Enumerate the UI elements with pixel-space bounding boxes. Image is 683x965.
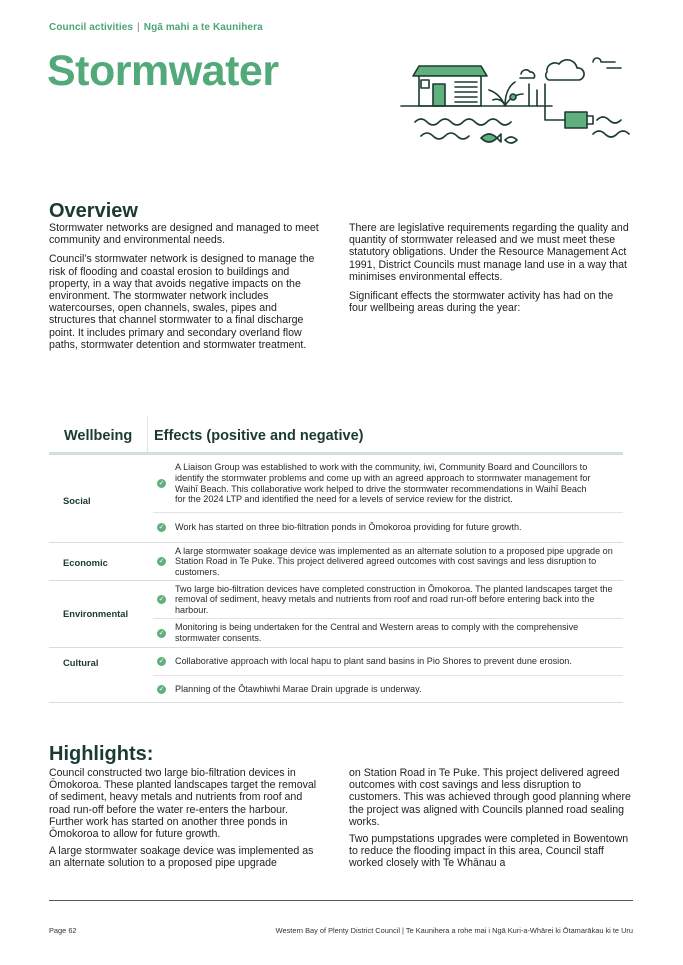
table-row bbox=[153, 543, 623, 580]
check-circle-icon: ✓ bbox=[158, 596, 165, 603]
footer-organisation: Western Bay of Plenty District Council | Te Kaunihera a rohe mai i Ngā Kuri-a-Whārei ki Ōtamarākau ki te Uru bbox=[275, 926, 633, 935]
column-header-effects: Effects (positive and negative) bbox=[154, 428, 364, 444]
overview-heading: Overview bbox=[49, 200, 138, 222]
check-circle-icon: ✓ bbox=[158, 658, 165, 665]
table-row bbox=[153, 648, 623, 675]
effect-text: A Liaison Group was established to work with the community, iwi, Community Board and Councillors to identify the stormwater problems and come up with an agreed approach to stormwater management for Waihī Beach. This collaborative work helped to drive the stormwater recommendations in Waihī Beach for the 2024 LTP and identified the need for a levels of service review for the district. bbox=[175, 462, 591, 505]
overview-paragraph: Council’s stormwater network is designed to manage the risk of flooding and coastal erosion to buildings and property, in a way that avoids negative impacts on the environment. The stormwater network includes watercourses, open channels, swales, pipes and structures that channel stormwater to a final discharge point. It includes primary and secondary overland flow paths, stormwater detention and stormwater treatment. bbox=[49, 253, 315, 351]
wellbeing-label: Social bbox=[63, 495, 91, 506]
effect-text: Work has started on three bio-filtration ponds in Ōmokoroa providing for future growth. bbox=[175, 522, 522, 533]
table-row bbox=[153, 581, 623, 618]
breadcrumb-section-en: Council activities bbox=[49, 22, 134, 33]
table-group-cultural bbox=[49, 647, 623, 703]
wellbeing-table bbox=[49, 416, 623, 703]
overview-paragraph: Significant effects the stormwater activity has had on the four wellbeing areas during the year: bbox=[349, 290, 614, 315]
wellbeing-label: Environmental bbox=[63, 608, 129, 619]
table-header bbox=[49, 416, 623, 452]
highlights-right-column bbox=[349, 767, 631, 870]
footer-divider bbox=[49, 900, 633, 901]
highlights-paragraph: on Station Road in Te Puke. This project delivered agreed outcomes with cost savings and less disruption to customers. This was achieved through good planning where the project was aligned with Councils planned road sealing works. bbox=[349, 767, 631, 828]
table-group-economic bbox=[49, 542, 623, 580]
page-title: Stormwater bbox=[47, 47, 279, 95]
check-circle-icon: ✓ bbox=[158, 480, 165, 487]
check-circle-icon: ✓ bbox=[158, 629, 165, 637]
effect-text: Monitoring is being undertaken for the Central and Western areas to comply with the comprehensive stormwater consents. bbox=[175, 622, 579, 643]
wellbeing-label: Cultural bbox=[63, 657, 99, 668]
overview-left-column bbox=[49, 222, 321, 351]
highlights-paragraph: Two pumpstations upgrades were completed in Bowentown to reduce the flooding impact in this area, Council staff worked closely with Te Whānau a bbox=[349, 833, 629, 870]
table-group-environmental bbox=[49, 580, 623, 647]
highlights-paragraph: Council constructed two large bio-filtration devices in Ōmokoroa. These planted landscapes target the removal of sediment, heavy metals and nutrients from roof and road run-off before the water re-enters the harbour. Further work has started on another three ponds in Ōmokoroa to allow for future growth. bbox=[49, 767, 317, 841]
highlights-heading: Highlights: bbox=[49, 743, 154, 765]
effect-text: A large stormwater soakage device was implemented as an alternate solution to a proposed pipe upgrade on Station Road in Te Puke. This project delivered agreed outcomes with cost savings and less disruption to customers. bbox=[175, 545, 613, 577]
overview-paragraph: There are legislative requirements regarding the quality and quantity of stormwater released and we must meet these statutory obligations. Under the Resource Management Act 1991, District Councils must manage land use in a way that minimises environmental effects. bbox=[349, 222, 629, 283]
table-group-social bbox=[49, 454, 623, 542]
check-circle-icon: ✓ bbox=[158, 524, 165, 531]
check-circle-icon: ✓ bbox=[158, 685, 165, 693]
highlights-left-column bbox=[49, 767, 324, 870]
wellbeing-label: Economic bbox=[63, 557, 108, 568]
column-header-wellbeing: Wellbeing bbox=[64, 428, 133, 444]
header-divider bbox=[147, 416, 148, 452]
stormwater-illustration bbox=[397, 56, 637, 152]
table-row bbox=[153, 618, 623, 647]
effect-text: Collaborative approach with local hapu to plant sand basins in Pio Shores to prevent dune erosion. bbox=[175, 656, 572, 667]
page-number: Page 62 bbox=[49, 926, 77, 935]
breadcrumb-separator: | bbox=[137, 22, 140, 33]
highlights-paragraph: A large stormwater soakage device was implemented as an alternate solution to a proposed pipe upgrade bbox=[49, 845, 314, 870]
table-row bbox=[153, 675, 623, 702]
breadcrumb-section-mi: Ngā mahi a te Kaunihera bbox=[143, 22, 263, 33]
table-row bbox=[153, 455, 623, 512]
overview-paragraph: Stormwater networks are designed and managed to meet community and environmental needs. bbox=[49, 222, 319, 247]
breadcrumb bbox=[49, 22, 263, 33]
table-row bbox=[153, 512, 623, 542]
effect-text: Two large bio-filtration devices have completed construction in Ōmokoroa. The planted landscapes target the removal of sediment, heavy metals and nutrients from roof and road run-off before entering back into the harbour. bbox=[175, 583, 613, 615]
overview-right-column bbox=[349, 222, 629, 314]
effect-text: Planning of the Ōtawhiwhi Marae Drain upgrade is underway. bbox=[175, 683, 422, 694]
check-circle-icon: ✓ bbox=[158, 558, 165, 565]
